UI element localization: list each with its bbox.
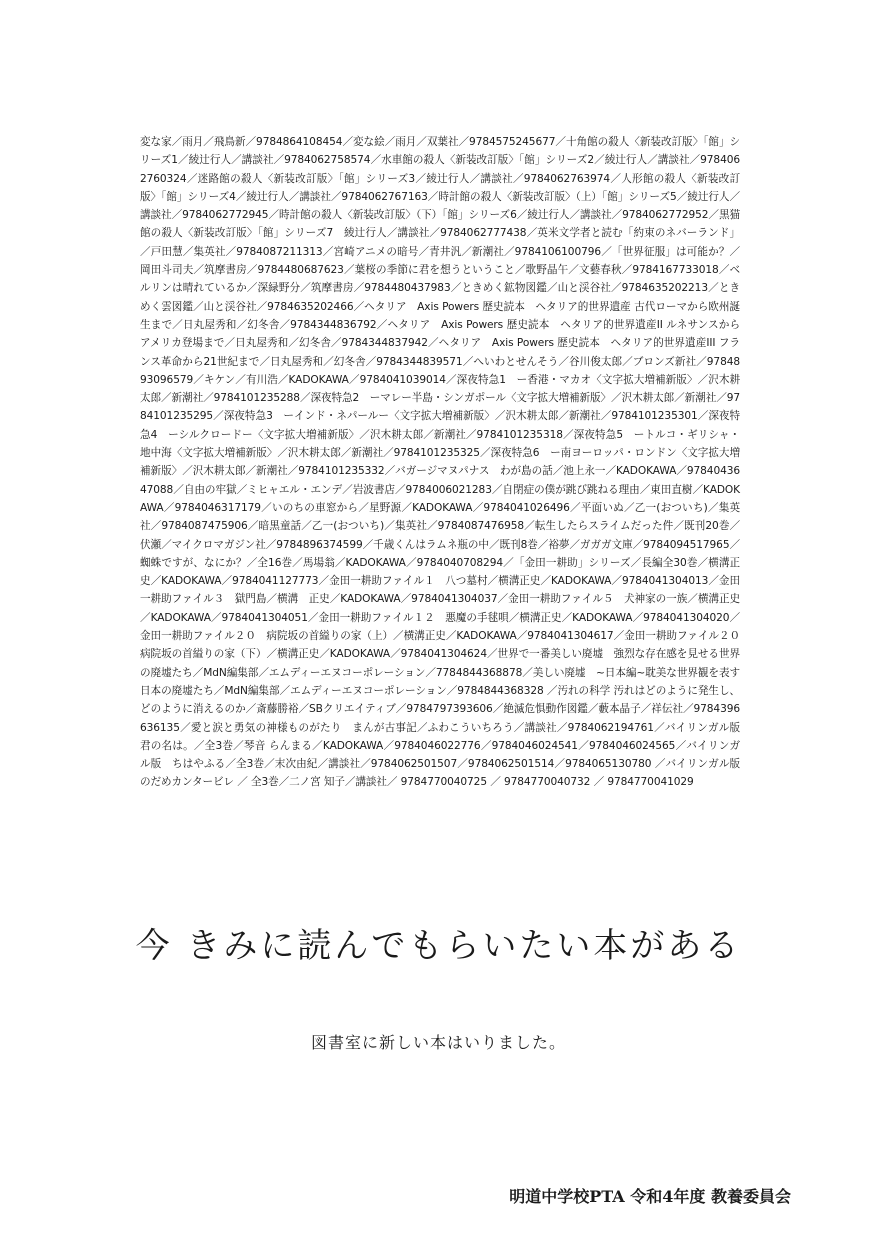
headline: 今 きみに読んでもらいたい本がある — [135, 926, 742, 966]
subheadline: 図書室に新しい本はいりました。 — [310, 1033, 566, 1052]
publisher-footer: 明道中学校PTA 令和4年度 教養委員会 — [509, 1187, 791, 1206]
new-book-list: 変な家／雨月／飛鳥新／9784864108454／変な絵／雨月／双葉社／9784575245677／十角館の殺人〈新装改訂版〉「館」シリーズ1／綾辻行人／講談社／9784062758574／水車館の殺人〈新装改訂版〉「館」シリーズ2／綾辻行人／講談社／9784062760324／迷路館の殺人〈新装改訂版〉「館」シリーズ3／綾辻行人／講談社／9784062763974／人形館の殺人〈新装改訂版〉「館」シリーズ4／綾辻行人／講談社／9784062767163／時計館の殺人〈新装改訂版〉（上）「館」シリーズ5／綾辻行人／講談社／9784062772945／時計館の殺人〈新装改訂版〉（下）「館」シリーズ6／綾辻行人／講談社／9784062772952／黒猫館の殺人〈新装改訂版〉「館」シリーズ7 綾辻行人／講談社／9784062777438／英米文学者と読む「約束のネバーランド」／戸田慧／集英社／9784087211313／宮崎アニメの暗号／青井汎／新潮社／9784106100796／「世界征服」は可能か？／岡田斗司夫／筑摩書房／9784480687623／葉桜の季節に君を想うということ／歌野晶午／文藝春秋／9784167733018／ベルリンは晴れているか／深緑野分／筑摩書房／9784480437983／ときめく鉱物図鑑／山と渓谷社／9784635202213／ときめく雲図鑑／山と渓谷社／9784635202466／ヘタリア Axis Powers 歴史読本 ヘタリア的世界遺産 古代ローマから欧州誕生まで／日丸屋秀和／幻冬舎／9784344836792／ヘタリア Axis Powers 歴史読本 ヘタリア的世界遺産II ルネサンスからアメリカ登場まで／日丸屋秀和／幻冬舎／9784344837942／ヘタリア Axis Powers 歴史読本 ヘタリア的世界遺産III フランス革命から21世紀まで／日丸屋秀和／幻冬舎／9784344839571／へいわとせんそう／谷川俊太郎／ブロンズ新社／9784893096579／キケン／有川浩／KADOKAWA／9784041039014／深夜特急1 ー香港・マカオ〈文字拡大増補新版〉／沢木耕太郎／新潮社／9784101235288／深夜特急2 ーマレー半島・シンガポール〈文字拡大増補新版〉／沢木耕太郎／新潮社／9784101235295／深夜特急3 ーインド・ネパールー〈文字拡大増補新版〉／沢木耕太郎／新潮社／9784101235301／深夜特急4 ーシルクロードー〈文字拡大増補新版〉／沢木耕太郎／新潮社／9784101235318／深夜特急5 ートルコ・ギリシャ・地中海〈文字拡大増補新版〉／沢木耕太郎／新潮社／9784101235325／深夜特急6 ー南ヨーロッパ・ロンドン〈文字拡大増補新版〉／沢木耕太郎／新潮社／9784101235332／バガージマヌパナス わが島の話／池上永一／KADOKAWA／9784043647088／自由の牢獄／ミヒャエル・エンデ／岩波書店／9784006021283／自閉症の僕が跳び跳ねる理由／東田直樹／KADOKAWA／9784046317179／いのちの車窓から／星野源／KADOKAWA／9784041026496／平面いぬ／乙一(おついち)／集英社／9784087475906／暗黒童話／乙一(おついち)／集英社／9784087476958／転生したらスライムだった件／既刊20巻／伏瀬／マイクロマガジン社／9784896374599／千歳くんはラムネ瓶の中／既刊8巻／裕夢／ガガガ文庫／9784094517965／蜘蛛ですが、なにか？／全16巻／馬場翁／KADOKAWA／9784040708294／「金田一耕助」シリーズ／長編全30巻／横溝正史／KADOKAWA／9784041127773／金田一耕助ファイル１ 八つ墓村／横溝正史／KADOKAWA／9784041304013／金田一耕助ファイル３ 獄門島／横溝 正史／KADOKAWA／9784041304037／金田一耕助ファイル５ 犬神家の一族／横溝正史／KADOKAWA／9784041304051／金田一耕助ファイル１２ 悪魔の手毬唄／横溝正史／KADOKAWA／9784041304020／金田一耕助ファイル２０ 病院坂の首縊りの家（上）／横溝正史／KADOKAWA／9784041304617／金田一耕助ファイル２０ 病院坂の首縊りの家（下）／横溝正史／KADOKAWA／9784041304624／世界で一番美しい廃墟 強烈な存在感を見せる世界の廃墟たち／MdN編集部／エムディーエヌコーポレーション／7784844368878／美しい廃墟 ~日本編~耽美な世界観を表す日本の廃墟たち／MdN編集部／エムディーエヌコーポレーション／9784844368328 ／汚れの科学 汚れはどのように発生し、どのように消えるのか／斎藤勝裕／SBクリエイティブ／9784797393606／絶滅危惧動作図鑑／藪本晶子／祥伝社／9784396636135／愛と涙と勇気の神様ものがたり まんが古事記／ふわこういちろう／講談社／9784062194761／バイリンガル版 君の名は。／全3巻／琴音 らんまる／KADOKAWA／9784046022776／9784046024541／9784046024565／バイリンガル版 ちはやふる／全3巻／末次由紀／講談社／9784062501507／9784062501514／9784065130780 ／バイリンガル版 のだめカンタービレ ／ 全3巻／二ノ宮 知子／講談社／ 9784770040725 ／ 9784770040732 ／ 9784770041029 — [140, 136, 751, 789]
